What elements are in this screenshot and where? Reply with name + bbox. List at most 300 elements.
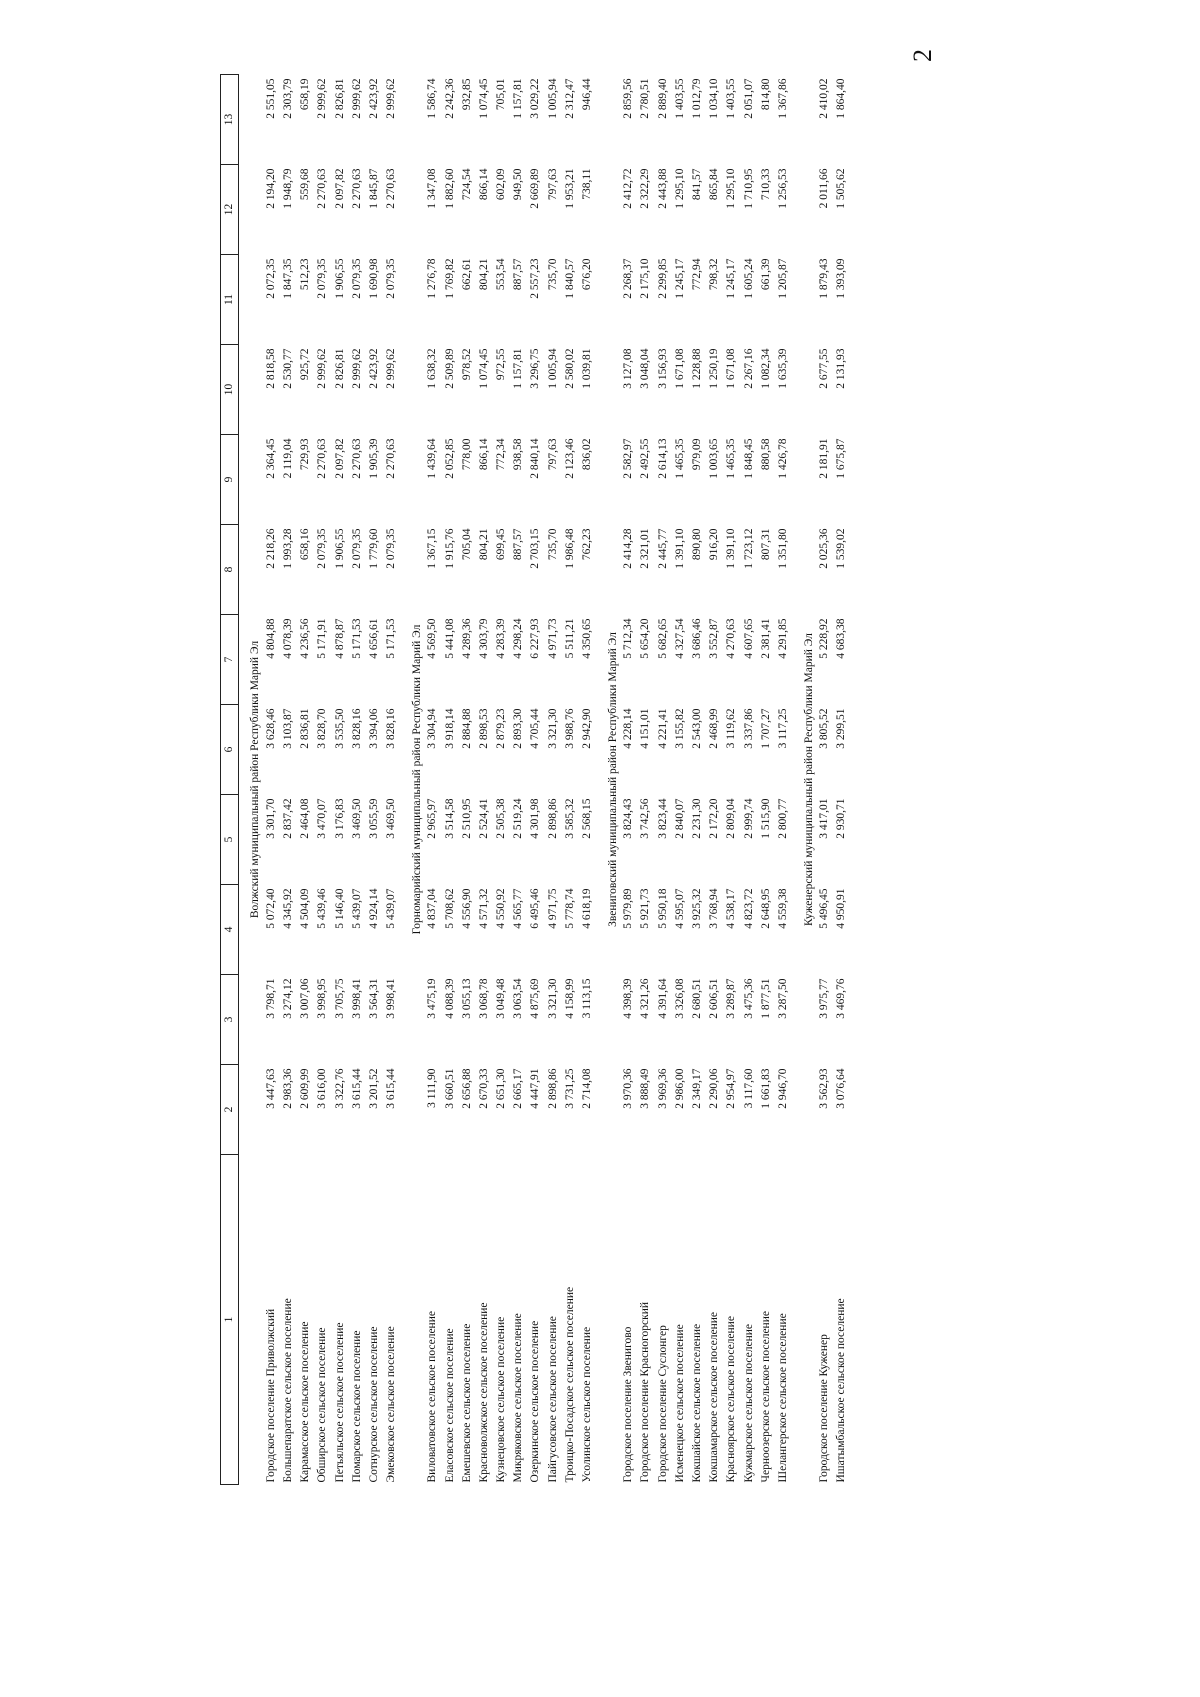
value-cell-col-4: 4 550,92: [495, 888, 508, 929]
value-cell-col-9: 866,14: [477, 438, 490, 471]
value-cell-col-13: 1 157,81: [512, 78, 525, 119]
value-cell-col-8: 705,04: [460, 528, 473, 561]
value-cell-col-6: 2 884,88: [460, 708, 473, 749]
value-cell-col-6: 2 543,00: [690, 708, 703, 749]
value-cell-col-2: 3 562,93: [818, 1068, 831, 1109]
value-cell-col-4: 5 921,73: [639, 888, 652, 929]
value-cell-col-5: 2 930,71: [835, 798, 848, 839]
value-cell-col-3: 3 975,77: [818, 978, 831, 1019]
value-cell-col-4: 5 439,46: [316, 888, 329, 929]
value-cell-col-10: 1 671,08: [673, 348, 686, 389]
value-cell-col-8: 916,20: [708, 528, 721, 561]
value-cell-col-3: 4 321,26: [639, 978, 652, 1019]
settlement-name: Кокшамарское сельское поселение: [708, 1311, 721, 1483]
value-cell-col-10: 1 157,81: [512, 348, 525, 389]
value-cell-col-11: 2 079,35: [316, 258, 329, 299]
value-cell-col-11: 2 299,85: [656, 258, 669, 299]
value-cell-col-5: 2 840,07: [673, 798, 686, 839]
value-cell-col-9: 778,00: [460, 438, 473, 471]
table-row: [741, 75, 758, 1485]
value-cell-col-9: 2 123,46: [563, 438, 576, 479]
value-cell-col-9: 880,58: [759, 438, 772, 471]
value-cell-col-2: 3 201,52: [367, 1068, 380, 1109]
table-body: [239, 75, 851, 1485]
district-heading-row: [802, 75, 816, 1485]
value-cell-col-5: 2 524,41: [477, 798, 490, 839]
settlement-name: Черноозерское сельское поселение: [759, 1311, 772, 1483]
value-cell-col-6: 3 337,86: [742, 708, 755, 749]
tariff-table: [220, 74, 851, 1485]
value-cell-col-12: 2 270,63: [316, 168, 329, 209]
table-row: [383, 75, 400, 1485]
table-row: [638, 75, 655, 1485]
value-cell-col-12: 841,57: [690, 168, 703, 201]
district-title: Волжский муниципальный район Республики Марий Эл: [249, 640, 262, 919]
value-cell-col-6: 3 918,14: [443, 708, 456, 749]
settlement-name: Городское поселение Суслонгер: [656, 1325, 669, 1483]
value-cell-col-11: 1 276,78: [426, 258, 439, 299]
value-cell-col-2: 2 670,33: [477, 1068, 490, 1109]
value-cell-col-2: 3 322,76: [333, 1068, 346, 1109]
value-cell-col-10: 1 082,34: [759, 348, 772, 389]
settlement-name: Кокшайское сельское поселение: [690, 1323, 703, 1483]
value-cell-col-12: 1 845,87: [367, 168, 380, 209]
settlement-name: Троицко-Посадское сельское поселение: [563, 1286, 576, 1483]
value-cell-col-12: 1 256,53: [776, 168, 789, 209]
value-cell-col-4: 4 823,72: [742, 888, 755, 929]
value-cell-col-11: 1 245,17: [725, 258, 738, 299]
value-cell-col-12: 710,33: [759, 168, 772, 201]
column-number-9: 9: [221, 435, 239, 525]
value-cell-col-8: 1 993,28: [282, 528, 295, 569]
table-row: [315, 75, 332, 1485]
district-title: Звениговский муниципальный район Республики Марий Эл: [606, 632, 619, 927]
value-cell-col-6: 2 879,23: [495, 708, 508, 749]
value-cell-col-3: 3 063,54: [512, 978, 525, 1019]
value-cell-col-12: 2 412,72: [622, 168, 635, 209]
value-cell-col-8: 1 915,76: [443, 528, 456, 569]
value-cell-col-5: 3 823,44: [656, 798, 669, 839]
value-cell-col-5: 3 176,83: [333, 798, 346, 839]
value-cell-col-9: 836,02: [581, 438, 594, 471]
value-cell-col-13: 1 074,45: [477, 78, 490, 119]
spacer-cell: [239, 75, 250, 1485]
value-cell-col-11: 798,32: [708, 258, 721, 291]
value-cell-col-11: 553,54: [495, 258, 508, 291]
value-cell-col-8: 2 445,77: [656, 528, 669, 569]
value-cell-col-3: 3 705,75: [333, 978, 346, 1019]
spacer-cell: [792, 75, 802, 1485]
value-cell-col-2: 2 656,88: [460, 1068, 473, 1109]
value-cell-col-7: 4 656,61: [367, 618, 380, 659]
value-cell-col-13: 2 303,79: [282, 78, 295, 119]
value-cell-col-2: 3 731,25: [563, 1068, 576, 1109]
table-row: [579, 75, 596, 1485]
value-cell-col-11: 2 268,37: [622, 258, 635, 299]
table-row: [689, 75, 706, 1485]
value-cell-col-8: 1 986,48: [563, 528, 576, 569]
value-cell-col-6: 3 988,76: [563, 708, 576, 749]
table-row: [349, 75, 366, 1485]
value-cell-col-4: 4 837,04: [426, 888, 439, 929]
value-cell-col-3: 2 680,51: [690, 978, 703, 1019]
spacer-cell: [401, 75, 411, 1485]
value-cell-col-4: 4 595,07: [673, 888, 686, 929]
value-cell-col-8: 1 391,10: [725, 528, 738, 569]
value-cell-col-11: 662,61: [460, 258, 473, 291]
value-cell-col-2: 2 290,06: [708, 1068, 721, 1109]
value-cell-col-7: 5 441,08: [443, 618, 456, 659]
value-cell-col-7: 5 654,20: [639, 618, 652, 659]
value-cell-col-7: 5 171,53: [385, 618, 398, 659]
value-cell-col-5: 2 837,42: [282, 798, 295, 839]
settlement-name: Эмековское сельское поселение: [385, 1326, 398, 1483]
value-cell-col-12: 724,54: [460, 168, 473, 201]
value-cell-col-13: 2 826,81: [333, 78, 346, 119]
value-cell-col-5: 3 824,43: [622, 798, 635, 839]
value-cell-col-9: 2 270,63: [385, 438, 398, 479]
value-cell-col-5: 2 505,38: [495, 798, 508, 839]
value-cell-col-12: 2 270,63: [350, 168, 363, 209]
value-cell-col-7: 3 686,46: [690, 618, 703, 659]
settlement-name: Кузнецовское сельское поселение: [495, 1316, 508, 1483]
settlement-name: Еласовское сельское поселение: [443, 1328, 456, 1483]
value-cell-col-11: 1 847,35: [282, 258, 295, 299]
value-cell-col-2: 3 970,36: [622, 1068, 635, 1109]
value-cell-col-5: 2 965,97: [426, 798, 439, 839]
value-cell-col-8: 2 703,15: [529, 528, 542, 569]
value-cell-col-11: 676,20: [581, 258, 594, 291]
column-number-4: 4: [221, 885, 239, 975]
value-cell-col-9: 1 465,35: [673, 438, 686, 479]
value-cell-col-10: 2 509,89: [443, 348, 456, 389]
value-cell-col-6: 2 836,81: [299, 708, 312, 749]
settlement-name: Петьяльское сельское поселение: [333, 1322, 346, 1483]
value-cell-col-13: 2 242,36: [443, 78, 456, 119]
value-cell-col-2: 2 651,30: [495, 1068, 508, 1109]
value-cell-col-8: 1 351,80: [776, 528, 789, 569]
value-cell-col-4: 5 146,40: [333, 888, 346, 929]
value-cell-col-11: 1 690,98: [367, 258, 380, 299]
value-cell-col-11: 1 906,55: [333, 258, 346, 299]
table-row: [510, 75, 527, 1485]
value-cell-col-4: 5 708,62: [443, 888, 456, 929]
value-cell-col-6: 3 628,46: [264, 708, 277, 749]
value-cell-col-4: 3 925,32: [690, 888, 703, 929]
settlement-name: Большепаратское сельское поселение: [282, 1298, 295, 1483]
value-cell-col-10: 2 999,62: [316, 348, 329, 389]
column-number-8: 8: [221, 525, 239, 615]
settlement-name: Емешевское сельское поселение: [460, 1323, 473, 1483]
value-cell-col-8: 2 218,26: [264, 528, 277, 569]
value-cell-col-5: 2 172,20: [708, 798, 721, 839]
value-cell-col-2: 2 986,00: [673, 1068, 686, 1109]
settlement-name: Микряковское сельское поселение: [512, 1313, 525, 1483]
value-cell-col-10: 1 074,45: [477, 348, 490, 389]
value-cell-col-3: 3 289,87: [725, 978, 738, 1019]
column-number-6: 6: [221, 705, 239, 795]
value-cell-col-12: 865,84: [708, 168, 721, 201]
value-cell-col-6: 3 828,16: [350, 708, 363, 749]
value-cell-col-6: 3 155,82: [673, 708, 686, 749]
value-cell-col-9: 729,93: [299, 438, 312, 471]
value-cell-col-3: 4 398,39: [622, 978, 635, 1019]
value-cell-col-2: 2 954,97: [725, 1068, 738, 1109]
value-cell-col-4: 4 971,75: [546, 888, 559, 929]
value-cell-col-4: 4 950,91: [835, 888, 848, 929]
value-cell-col-7: 4 878,87: [333, 618, 346, 659]
value-cell-col-10: 3 127,08: [622, 348, 635, 389]
value-cell-col-13: 2 410,02: [818, 78, 831, 119]
value-cell-col-2: 3 076,64: [835, 1068, 848, 1109]
value-cell-col-9: 1 675,87: [835, 438, 848, 479]
value-cell-col-11: 2 557,23: [529, 258, 542, 299]
page-number: 2: [908, 49, 937, 62]
value-cell-col-8: 890,80: [690, 528, 703, 561]
value-cell-col-4: 2 648,95: [759, 888, 772, 929]
value-cell-col-6: 2 942,90: [581, 708, 594, 749]
value-cell-col-2: 2 898,86: [546, 1068, 559, 1109]
value-cell-col-4: 4 618,19: [581, 888, 594, 929]
value-cell-col-6: 2 468,99: [708, 708, 721, 749]
value-cell-col-13: 1 403,55: [725, 78, 738, 119]
value-cell-col-5: 2 519,24: [512, 798, 525, 839]
table-header: [221, 75, 239, 1485]
value-cell-col-10: 978,52: [460, 348, 473, 381]
value-cell-col-10: 2 818,58: [264, 348, 277, 389]
value-cell-col-9: 938,58: [512, 438, 525, 471]
value-cell-col-9: 1 439,64: [426, 438, 439, 479]
value-cell-col-12: 602,09: [495, 168, 508, 201]
value-cell-col-4: 4 345,92: [282, 888, 295, 929]
value-cell-col-9: 2 840,14: [529, 438, 542, 479]
value-cell-col-5: 2 464,08: [299, 798, 312, 839]
value-cell-col-3: 4 875,69: [529, 978, 542, 1019]
value-cell-col-8: 2 079,35: [385, 528, 398, 569]
value-cell-col-3: 3 998,41: [385, 978, 398, 1019]
value-cell-col-13: 2 780,51: [639, 78, 652, 119]
value-cell-col-13: 3 029,22: [529, 78, 542, 119]
column-number-1: 1: [221, 1155, 239, 1485]
value-cell-col-10: 2 999,62: [385, 348, 398, 389]
value-cell-col-3: 3 564,31: [367, 978, 380, 1019]
value-cell-col-13: 2 051,07: [742, 78, 755, 119]
value-cell-col-4: 5 439,07: [385, 888, 398, 929]
value-cell-col-2: 2 714,08: [581, 1068, 594, 1109]
settlement-name: Карамасское сельское поселение: [299, 1321, 312, 1483]
value-cell-col-3: 4 158,99: [563, 978, 576, 1019]
value-cell-col-4: 6 495,46: [529, 888, 542, 929]
value-cell-col-7: 4 971,73: [546, 618, 559, 659]
table-row: [459, 75, 476, 1485]
value-cell-col-12: 738,11: [581, 168, 594, 200]
table-row: [476, 75, 493, 1485]
value-cell-col-7: 6 227,93: [529, 618, 542, 659]
value-cell-col-12: 1 710,95: [742, 168, 755, 209]
value-cell-col-12: 2 270,63: [385, 168, 398, 209]
value-cell-col-2: 2 983,36: [282, 1068, 295, 1109]
value-cell-col-13: 658,19: [299, 78, 312, 111]
value-cell-col-13: 1 367,86: [776, 78, 789, 119]
value-cell-col-5: 2 898,86: [546, 798, 559, 839]
value-cell-col-2: 1 661,83: [759, 1068, 772, 1109]
value-cell-col-10: 2 267,16: [742, 348, 755, 389]
value-cell-col-13: 2 889,40: [656, 78, 669, 119]
value-cell-col-3: 4 391,64: [656, 978, 669, 1019]
value-cell-col-11: 1 769,82: [443, 258, 456, 299]
value-cell-col-2: 3 616,00: [316, 1068, 329, 1109]
value-cell-col-9: 1 426,78: [776, 438, 789, 479]
value-cell-col-8: 762,23: [581, 528, 594, 561]
district-title: Горномарийский муниципальный район Республики Марий Эл: [410, 624, 423, 935]
value-cell-col-7: 5 228,92: [818, 618, 831, 659]
district-heading-row: [411, 75, 425, 1485]
table-row: [493, 75, 510, 1485]
value-cell-col-12: 2 322,29: [639, 168, 652, 209]
value-cell-col-3: 2 606,51: [708, 978, 721, 1019]
value-cell-col-7: 4 298,24: [512, 618, 525, 659]
value-cell-col-8: 658,16: [299, 528, 312, 561]
value-cell-col-13: 2 999,62: [350, 78, 363, 119]
value-cell-col-13: 814,80: [759, 78, 772, 111]
value-cell-col-7: 2 381,41: [759, 618, 772, 659]
value-cell-col-10: 925,72: [299, 348, 312, 381]
value-cell-col-5: 3 742,56: [639, 798, 652, 839]
value-cell-col-8: 1 539,02: [835, 528, 848, 569]
column-number-13: 13: [221, 75, 239, 165]
value-cell-col-6: 2 898,53: [477, 708, 490, 749]
district-title: Куженерский муниципальный район Республики Марий Эл: [802, 633, 815, 926]
value-cell-col-9: 2 270,63: [316, 438, 329, 479]
value-cell-col-5: 3 514,58: [443, 798, 456, 839]
value-cell-col-5: 1 515,90: [759, 798, 772, 839]
value-cell-col-13: 2 551,05: [264, 78, 277, 119]
value-cell-col-13: 2 859,56: [622, 78, 635, 119]
value-cell-col-13: 1 034,10: [708, 78, 721, 119]
value-cell-col-6: 3 119,62: [725, 708, 738, 749]
value-cell-col-6: 3 535,50: [333, 708, 346, 749]
value-cell-col-3: 1 877,51: [759, 978, 772, 1019]
settlement-name: Ишатымбальское сельское поселение: [835, 1298, 848, 1483]
value-cell-col-3: 3 998,41: [350, 978, 363, 1019]
value-cell-col-11: 2 079,35: [350, 258, 363, 299]
value-cell-col-10: 1 635,39: [776, 348, 789, 389]
value-cell-col-3: 3 007,06: [299, 978, 312, 1019]
value-cell-col-6: 4 151,01: [639, 708, 652, 749]
value-cell-col-2: 3 117,60: [742, 1068, 755, 1109]
value-cell-col-7: 5 712,34: [622, 618, 635, 659]
section-spacer: [596, 75, 606, 1485]
value-cell-col-9: 2 270,63: [350, 438, 363, 479]
value-cell-col-10: 2 677,55: [818, 348, 831, 389]
value-cell-col-2: 2 946,70: [776, 1068, 789, 1109]
value-cell-col-7: 4 569,50: [426, 618, 439, 659]
value-cell-col-7: 4 289,36: [460, 618, 473, 659]
value-cell-col-4: 4 504,09: [299, 888, 312, 929]
value-cell-col-6: 4 221,41: [656, 708, 669, 749]
value-cell-col-6: 3 394,06: [367, 708, 380, 749]
value-cell-col-3: 3 274,12: [282, 978, 295, 1019]
value-cell-col-11: 661,39: [759, 258, 772, 291]
settlement-name: Городское поселение Куженер: [818, 1334, 831, 1483]
value-cell-col-8: 804,21: [477, 528, 490, 561]
value-cell-col-3: 3 469,76: [835, 978, 848, 1019]
table-row: [833, 75, 850, 1485]
value-cell-col-3: 3 068,78: [477, 978, 490, 1019]
value-cell-col-10: 3 296,75: [529, 348, 542, 389]
value-cell-col-10: 3 156,93: [656, 348, 669, 389]
settlement-name: Пайгусовское сельское поселение: [546, 1316, 559, 1483]
value-cell-col-6: 3 299,51: [835, 708, 848, 749]
district-heading-row: [606, 75, 620, 1485]
value-cell-col-5: 3 585,32: [563, 798, 576, 839]
value-cell-col-3: 3 998,95: [316, 978, 329, 1019]
value-cell-col-12: 1 948,79: [282, 168, 295, 209]
table-row: [442, 75, 459, 1485]
table-row: [366, 75, 383, 1485]
value-cell-col-10: 1 039,81: [581, 348, 594, 389]
settlement-name: Городское поселение Красногорский: [639, 1301, 652, 1483]
value-cell-col-9: 772,34: [495, 438, 508, 471]
value-cell-col-13: 1 864,40: [835, 78, 848, 119]
value-cell-col-9: 2 582,97: [622, 438, 635, 479]
value-cell-col-12: 2 097,82: [333, 168, 346, 209]
table-row: [672, 75, 689, 1485]
value-cell-col-8: 2 321,01: [639, 528, 652, 569]
value-cell-col-9: 797,63: [546, 438, 559, 471]
settlement-name: Шелангерское сельское поселение: [776, 1313, 789, 1483]
value-cell-col-10: 1 638,32: [426, 348, 439, 389]
value-cell-col-5: 4 301,98: [529, 798, 542, 839]
value-cell-col-8: 1 367,15: [426, 528, 439, 569]
table-row: [332, 75, 349, 1485]
settlement-name: Усолинское сельское поселение: [581, 1326, 594, 1483]
value-cell-col-9: 1 905,39: [367, 438, 380, 479]
spacer-cell: [596, 75, 606, 1485]
value-cell-col-12: 1 347,08: [426, 168, 439, 209]
value-cell-col-6: 4 228,14: [622, 708, 635, 749]
value-cell-col-12: 1 295,10: [725, 168, 738, 209]
value-cell-col-10: 1 250,19: [708, 348, 721, 389]
value-cell-col-13: 2 999,62: [316, 78, 329, 119]
value-cell-col-13: 1 586,74: [426, 78, 439, 119]
value-cell-col-9: 2 097,82: [333, 438, 346, 479]
value-cell-col-13: 2 423,92: [367, 78, 380, 119]
value-cell-col-9: 1 848,45: [742, 438, 755, 479]
value-cell-col-6: 3 805,52: [818, 708, 831, 749]
value-cell-col-12: 1 953,21: [563, 168, 576, 209]
table-row: [297, 75, 314, 1485]
table-row: [775, 75, 792, 1485]
value-cell-col-10: 1 671,08: [725, 348, 738, 389]
value-cell-col-13: 1 012,79: [690, 78, 703, 119]
settlement-name: Городское поселение Звенигово: [622, 1326, 635, 1483]
value-cell-col-12: 1 882,60: [443, 168, 456, 209]
value-cell-col-7: 4 236,56: [299, 618, 312, 659]
value-cell-col-5: 2 510,95: [460, 798, 473, 839]
value-cell-col-7: 4 327,54: [673, 618, 686, 659]
settlement-name: Городское поселение Приволжский: [264, 1308, 277, 1483]
value-cell-col-2: 3 111,90: [426, 1068, 439, 1108]
value-cell-col-8: 807,31: [759, 528, 772, 561]
value-cell-col-3: 3 798,71: [264, 978, 277, 1019]
value-cell-col-3: 3 055,13: [460, 978, 473, 1019]
table-row: [816, 75, 833, 1485]
value-cell-col-3: 3 049,48: [495, 978, 508, 1019]
value-cell-col-6: 3 828,70: [316, 708, 329, 749]
value-cell-col-2: 3 615,44: [350, 1068, 363, 1109]
value-cell-col-12: 949,50: [512, 168, 525, 201]
